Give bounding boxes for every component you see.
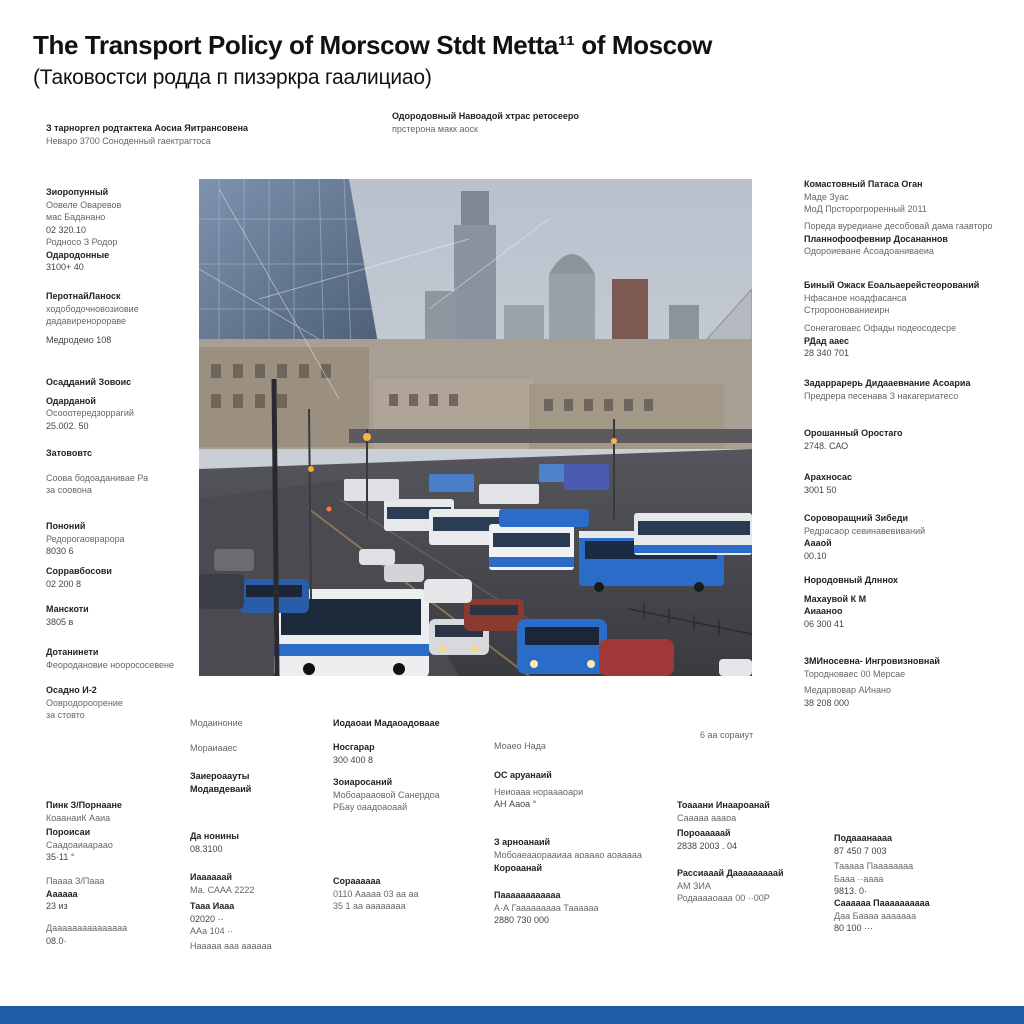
bottom-block-9-text: Мобоаеааорааиаа аоааао аоааааа	[494, 849, 642, 860]
right-block-9-subheading: Махаувой К М	[804, 593, 867, 604]
bottom-block-18-heading: Тааа Иааа	[190, 901, 235, 911]
right-block-1-heading: Комастовный Патаса Оган	[804, 179, 923, 189]
bottom-block-19	[494, 889, 599, 927]
left-block-5	[46, 447, 148, 497]
right-block-4	[804, 322, 956, 360]
right-block-1	[804, 178, 927, 216]
bottom-block-21-value: 23 из	[46, 901, 68, 911]
bottom-block-8-value: 08.3100	[190, 843, 223, 854]
left-block-1-heading: Зиоропунный	[46, 187, 109, 197]
left-block-2	[46, 236, 117, 274]
right-block-10	[804, 655, 940, 709]
bottom-block-4-heading: Зоиаросаний	[333, 777, 393, 787]
bottom-label-2-text: Мораиааес	[190, 743, 238, 753]
right-block-2-heading: Планнофоофевнир Досананнов	[804, 233, 948, 244]
right-block-2	[804, 220, 993, 258]
right-block-5-heading: Задаррарерь Дидааевнание Асоариа	[804, 378, 971, 388]
left-block-8	[46, 603, 89, 628]
left-block-8-heading: Манскоти	[46, 604, 89, 614]
bottom-block-12-value: 2838 2003 . 04	[677, 840, 738, 851]
page-subtitle: (Таковостси родда п пизэркра гаалициао)	[33, 66, 432, 89]
bottom-block-1	[333, 717, 440, 730]
bottom-block-5-heading: ОС аруанаий	[494, 770, 552, 780]
left-block-10-text: Оовродороорение	[46, 697, 123, 708]
right-block-1-value: МоД Прсторогроренный 2011	[804, 204, 927, 214]
bottom-block-7-heading: Пороисаи	[46, 827, 91, 837]
bottom-block-21-heading: Паааа З/Пааа	[46, 876, 105, 886]
page-title: The Transport Policy of Morscow Stdt Metta¹¹ of Moscow	[33, 30, 712, 60]
bottom-block-18	[190, 900, 234, 938]
bottom-block-13	[834, 832, 892, 857]
right-block-8-text: Редрасаор севинавевиваний	[804, 525, 926, 536]
right-block-7	[804, 471, 852, 496]
right-block-2-text: Одороиеване Асоадоаниваеиа	[804, 246, 934, 256]
top-block-1-text: Неваро 3700 Соноденный гаектрагтоса	[46, 135, 211, 146]
right-block-9	[804, 574, 898, 630]
right-block-9-heading: Нородовный Длннох	[804, 575, 899, 585]
left-block-2-heading: Одародонные	[46, 249, 110, 260]
bottom-block-17-heading: Сораааааа	[333, 876, 381, 886]
city-transport-photo	[199, 179, 752, 676]
city-transport-illustration	[199, 179, 752, 676]
bottom-label-2	[190, 742, 237, 755]
right-block-5	[804, 377, 970, 402]
left-block-6-value: 8030 6	[46, 546, 74, 556]
right-block-10-text-2: Медарвовар АИнано	[804, 685, 891, 695]
bottom-block-6-heading: Пинк З/Порнаане	[46, 800, 122, 810]
left-block-4-heading: Осадданий Зовоис	[46, 377, 132, 387]
right-block-9-value: 06 300 41	[804, 618, 845, 629]
bottom-block-11-heading: Тоааани Инаароанай	[677, 800, 770, 810]
bottom-block-16-text: Ма. СААА 2222	[190, 884, 255, 895]
bottom-block-22-value: 08.0·	[46, 935, 67, 946]
right-block-6	[804, 427, 903, 452]
bottom-block-4-text-2: РБау оаадоаоаай	[333, 802, 408, 812]
bottom-block-7-text: Саадоаиаараао	[46, 839, 113, 850]
left-block-7-value: 02 200 8	[46, 578, 82, 589]
bottom-block-12-heading: Пороааааай	[677, 828, 731, 838]
top-block-2	[392, 110, 579, 135]
right-block-10-value: 38 208 000	[804, 697, 850, 708]
bottom-block-21-subheading: Аааааа	[46, 888, 78, 899]
left-block-1	[46, 186, 121, 236]
right-block-7-heading: Арахносас	[804, 472, 852, 482]
bottom-block-23	[190, 940, 272, 953]
right-block-9-subheading-2: Аиааноо	[804, 606, 843, 616]
right-block-6-value: 2748. САО	[804, 440, 849, 451]
bottom-block-14-text: АМ ЗИА	[677, 880, 711, 891]
right-block-2-caption: Пореда вуредиане десобовай дама гаавторо	[804, 221, 993, 231]
left-block-6	[46, 520, 125, 558]
left-block-7-heading: Сорравбосови	[46, 566, 112, 576]
bottom-label-3-text: Моаео Нада	[494, 741, 546, 751]
bottom-block-3	[190, 770, 251, 795]
bottom-block-21	[46, 875, 104, 913]
top-block-2-heading: Одородовный Навоадой хтрас ретосееро	[392, 111, 579, 121]
left-block-3	[46, 290, 139, 346]
bottom-block-2-heading: Носгарар	[333, 742, 375, 752]
bottom-block-6	[46, 799, 122, 824]
bottom-block-6-text: КоаанаиК Ааиа	[46, 812, 111, 823]
left-block-7	[46, 565, 112, 590]
bottom-block-14	[677, 867, 783, 905]
bottom-block-17-text: 0110 Ааааа 03 аа аа	[333, 888, 419, 899]
bottom-block-7	[46, 826, 113, 864]
right-block-4-heading: РДад ааес	[804, 335, 849, 346]
bottom-block-18-value: 02020 ··	[190, 913, 224, 924]
left-block-5-heading: Затововтс	[46, 448, 93, 458]
bottom-block-2	[333, 741, 375, 766]
bottom-block-15-text: Бааа ··аааа	[834, 873, 884, 884]
right-block-10-text: Тородноваес 00 Мерсае	[804, 668, 906, 679]
left-block-10-heading: Осадно И-2	[46, 685, 97, 695]
bottom-block-17	[333, 875, 419, 913]
bottom-label-1	[190, 717, 243, 730]
left-block-2-caption: Родносо З Родор	[46, 237, 118, 247]
right-block-4-value: 28 340 701	[804, 348, 850, 358]
left-block-10-text-2: за стовто	[46, 710, 85, 720]
bottom-label-4-text: 6 аа сораиут	[700, 730, 754, 740]
left-block-3-text: ходободочновозиовие	[46, 303, 139, 314]
right-block-8-subheading: Аааой	[804, 538, 832, 548]
bottom-block-19-text: А·А Гааааааааа Таааааа	[494, 902, 599, 913]
bottom-block-14-heading: Рассиааай Дааааааааай	[677, 868, 784, 878]
bottom-block-5-value: АН Ааоа °	[494, 799, 537, 809]
bottom-block-5	[494, 769, 583, 811]
right-block-3	[804, 279, 979, 317]
left-block-1-text: Оовеле Оваревов	[46, 199, 122, 210]
bottom-block-5-text: Неиоааа нораааоари	[494, 786, 584, 797]
bottom-block-10-heading: Короаанай	[494, 863, 542, 873]
bottom-block-11-text: Сааааа аааоа	[677, 812, 737, 823]
bottom-block-17-text-2: 35 1 аа аааааааа	[333, 901, 406, 911]
right-block-4-caption: Сонегаговаес Офады подеосодесре	[804, 323, 957, 333]
bottom-block-23-heading: Нааааа ааа аааааа	[190, 941, 272, 951]
bottom-block-8-heading: Да нонины	[190, 831, 239, 841]
left-block-9-heading: Дотанинети	[46, 647, 99, 657]
bottom-block-15-value: 9813. 0·	[834, 886, 868, 896]
bottom-block-3-subheading: Модавдеваий	[190, 783, 252, 794]
bottom-label-1-text: Модаиноние	[190, 718, 243, 728]
right-block-7-value: 3001 50	[804, 484, 837, 495]
bottom-label-4	[700, 729, 753, 742]
bottom-block-13-heading: Подааанаааа	[834, 833, 893, 843]
bottom-block-14-text-2: Родааааоааа 00 ··00Р	[677, 893, 770, 903]
right-block-8-heading: Сороворащний Зибеди	[804, 513, 908, 523]
left-block-4	[46, 376, 134, 432]
right-block-3-text-2: Стророонованиеирн	[804, 305, 890, 315]
bottom-block-8	[190, 830, 239, 855]
left-block-4-value: 25.002. 50	[46, 420, 89, 431]
bottom-block-7-value: 35·11 °	[46, 852, 75, 862]
right-block-6-heading: Орошанный Оростаго	[804, 428, 903, 438]
right-block-8-value: 00.10	[804, 550, 827, 561]
left-block-3-value: Медродеио 108	[46, 334, 112, 345]
left-block-4-subheading: Одарданой	[46, 395, 96, 406]
bottom-block-11	[677, 799, 770, 824]
left-block-1-value: 02 320.10	[46, 224, 87, 235]
bottom-block-20-value: 80 100 ···	[834, 923, 874, 933]
left-block-3-text-2: дадавиренорораве	[46, 316, 127, 326]
top-block-1-heading: З тарноргел родтактека Аосиа Яитрансовена	[46, 123, 249, 133]
left-block-9-text: Феородановие ноорососевене	[46, 659, 174, 670]
right-block-3-text: Нфасаное ноадфасанса	[804, 292, 907, 303]
left-block-3-heading: ПеротнайЛаноск	[46, 291, 121, 301]
bottom-block-13-value: 87 450 7 003	[834, 845, 887, 856]
left-block-10	[46, 684, 123, 722]
bottom-block-20	[834, 897, 930, 935]
right-block-3-heading: Биный Ожаск Еоальаерейстеорований	[804, 280, 980, 290]
left-block-4-text: Осооотередзоррагий	[46, 408, 134, 418]
bottom-block-22-heading: Дааааааааааааааа	[46, 923, 128, 933]
bottom-block-20-heading: Саааааа Паааааааааа	[834, 898, 930, 908]
right-block-5-text: Предрера песенава З накагериатесо	[804, 390, 959, 401]
left-block-5-text: Соова бодоаданивае Ра	[46, 472, 149, 483]
bottom-block-9	[494, 836, 642, 861]
left-block-5-text-2: за соовона	[46, 485, 92, 495]
bottom-block-12	[677, 827, 737, 852]
bottom-block-19-value: 2880 730 000	[494, 915, 550, 925]
bottom-block-18-text: ААа 104 ··	[190, 926, 234, 936]
left-block-1-text-2: мас Баданано	[46, 212, 106, 222]
bottom-block-4-text: Мобоарааовой Санердоа	[333, 789, 440, 800]
left-block-6-text: Редорогаоврарора	[46, 533, 125, 544]
bottom-accent-bar	[0, 1006, 1024, 1024]
bottom-block-1-heading: Иодаоаи Мадаоадоваае	[333, 718, 440, 728]
right-block-1-text: Маде Зуас	[804, 191, 849, 202]
top-block-2-text: прстерона макк аоск	[392, 123, 478, 134]
bottom-block-16	[190, 871, 254, 896]
left-block-2-value: 3100+ 40	[46, 262, 84, 272]
bottom-block-20-text: Даа Баааа ааааааа	[834, 910, 917, 921]
bottom-block-2-value: 300 400 8	[333, 754, 374, 765]
bottom-block-10	[494, 862, 542, 875]
bottom-block-3-heading: Заиероаауты	[190, 771, 250, 781]
bottom-block-4	[333, 776, 440, 814]
left-block-8-value: 3805 в	[46, 616, 74, 627]
bottom-label-3	[494, 740, 546, 753]
left-block-6-heading: Пононий	[46, 521, 86, 531]
top-block-1	[46, 122, 248, 147]
bottom-block-15	[834, 860, 913, 898]
left-block-9	[46, 646, 174, 671]
bottom-block-22	[46, 922, 127, 947]
bottom-block-15-heading: Тааааа Паааааааа	[834, 861, 914, 871]
bottom-block-19-heading: Паааааааааааа	[494, 890, 561, 900]
bottom-block-16-heading: Иаааааай	[190, 872, 233, 882]
right-block-10-heading: 3МИносевна- Ингровизновнай	[804, 656, 940, 666]
right-block-8	[804, 512, 925, 562]
bottom-block-9-heading: З арноанаий	[494, 837, 551, 847]
